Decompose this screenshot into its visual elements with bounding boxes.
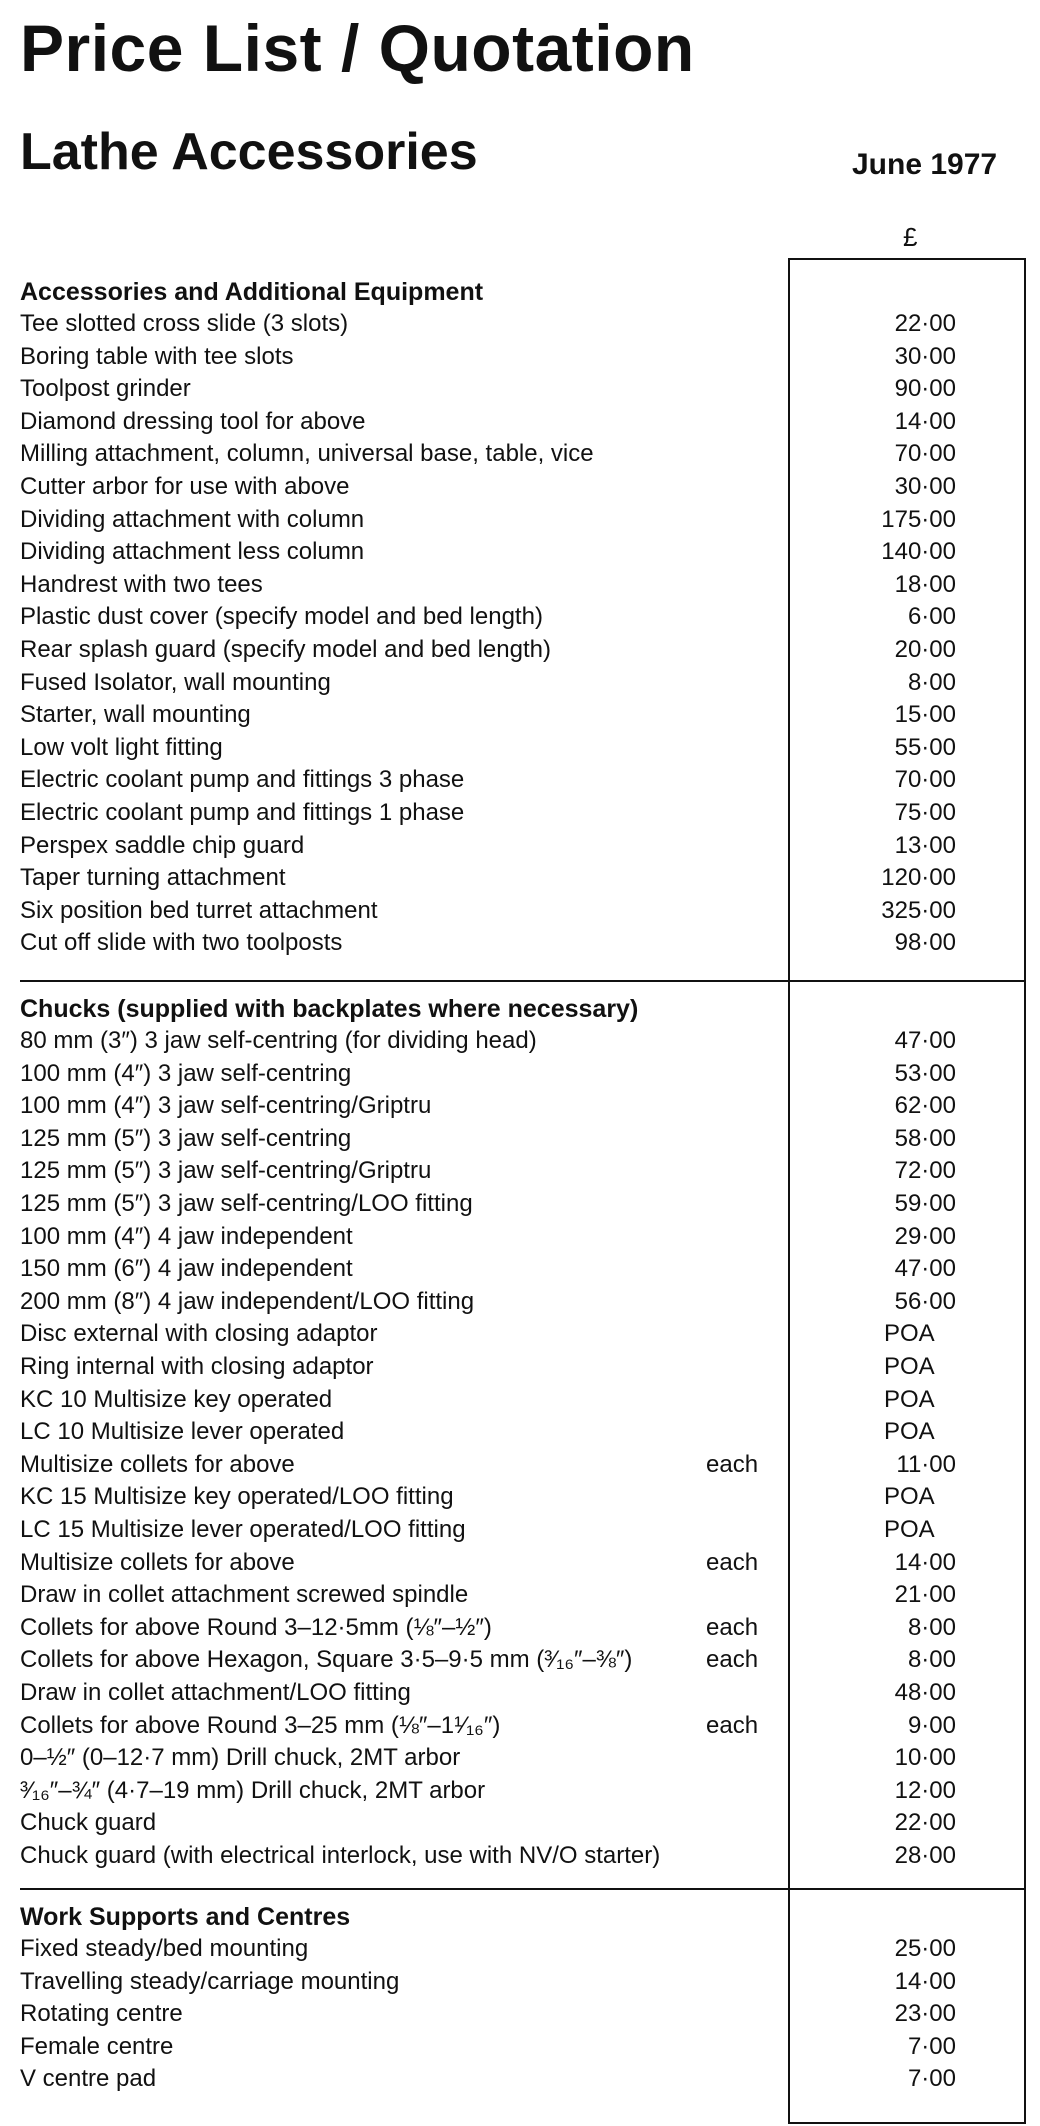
- item-description: Six position bed turret attachment: [20, 896, 378, 924]
- item-price: POA: [884, 1483, 935, 1511]
- item-description: Ring internal with closing adaptor: [20, 1353, 374, 1380]
- item-price: 30·00: [894, 342, 956, 370]
- price-row: [0, 601, 1040, 633]
- item-price: 30·00: [894, 473, 956, 500]
- item-description: Disc external with closing adaptor: [20, 1320, 378, 1348]
- price-row: [0, 1286, 1040, 1318]
- item-price: 48·00: [894, 1679, 956, 1706]
- item-price: 6·00: [907, 603, 956, 631]
- item-description: 200 mm (8″) 4 jaw independent/LOO fitting: [20, 1287, 475, 1315]
- item-price: 28·00: [894, 1842, 956, 1869]
- price-row: [0, 797, 1040, 829]
- item-description: Toolpost grinder: [20, 375, 191, 403]
- price-row: [0, 1123, 1040, 1155]
- item-price: 23·00: [894, 2000, 956, 2028]
- item-price: 47·00: [894, 1027, 956, 1054]
- price-row: [0, 373, 1040, 405]
- price-row: [0, 732, 1040, 764]
- price-column-top-border: [788, 258, 1026, 260]
- price-row: [0, 2031, 1040, 2063]
- item-price: 15·00: [894, 701, 956, 729]
- item-description: Draw in collet attachment screwed spindle: [20, 1581, 469, 1609]
- item-description: 125 mm (5″) 3 jaw self-centring: [20, 1124, 352, 1152]
- item-description: Chuck guard (with electrical interlock, use with NV/O starter): [20, 1842, 661, 1869]
- price-row: [0, 1775, 1040, 1807]
- page-title: Price List / Quotation: [20, 11, 695, 85]
- item-price: 22·00: [894, 1809, 956, 1837]
- item-description: 0–½″ (0–12·7 mm) Drill chuck, 2MT arbor: [20, 1744, 461, 1772]
- price-row: [0, 1807, 1040, 1839]
- item-description: Dividing attachment with column: [20, 505, 365, 533]
- item-price: 56·00: [894, 1287, 956, 1315]
- item-description: Perspex saddle chip guard: [20, 831, 305, 859]
- item-price: POA: [884, 1418, 935, 1446]
- item-price: 11·00: [896, 1450, 956, 1478]
- price-row: [0, 1253, 1040, 1285]
- item-description: Dividing attachment less column: [20, 538, 365, 566]
- price-row: [0, 1416, 1040, 1448]
- item-price: 9·00: [907, 1711, 956, 1739]
- item-price: 120·00: [881, 864, 956, 892]
- price-row: [0, 862, 1040, 894]
- item-price: 7·00: [907, 2032, 956, 2060]
- price-row: [0, 1966, 1040, 1998]
- item-price: 10·00: [894, 1744, 956, 1772]
- item-description: 125 mm (5″) 3 jaw self-centring/Griptru: [20, 1157, 432, 1185]
- item-description: Draw in collet attachment/LOO fitting: [20, 1679, 411, 1706]
- item-price: POA: [884, 1320, 935, 1348]
- item-price: 175·00: [881, 505, 956, 533]
- item-description: Low volt light fitting: [20, 733, 223, 761]
- item-description: Travelling steady/carriage mounting: [20, 1967, 400, 1995]
- item-price: 21·00: [894, 1581, 956, 1609]
- item-description: Milling attachment, column, universal base, table, vice: [20, 440, 594, 468]
- price-column-bottom-border: [788, 2122, 1026, 2124]
- price-row: [0, 1318, 1040, 1350]
- item-description: 100 mm (4″) 3 jaw self-centring/Griptru: [20, 1092, 432, 1120]
- item-price: 20·00: [894, 636, 956, 663]
- item-price: 22·00: [894, 310, 956, 337]
- price-row: [0, 1579, 1040, 1611]
- price-row: [0, 667, 1040, 699]
- price-row: [0, 1612, 1040, 1644]
- section-divider: [20, 980, 1026, 982]
- item-description: Plastic dust cover (specify model and bed length): [20, 603, 543, 631]
- section-heading: Work Supports and Centres: [20, 1903, 351, 1931]
- item-each-label: each: [706, 1548, 759, 1576]
- price-row: [0, 1025, 1040, 1057]
- item-price: 29·00: [894, 1222, 956, 1250]
- item-description: Handrest with two tees: [20, 570, 263, 598]
- item-description: Electric coolant pump and fittings 3 phase: [20, 766, 465, 794]
- item-price: 12·00: [894, 1776, 956, 1804]
- price-row: [0, 895, 1040, 927]
- price-row: [0, 1547, 1040, 1579]
- item-description: Collets for above Hexagon, Square 3·5–9·5 mm (³⁄₁₆″–⅜″): [20, 1646, 633, 1674]
- item-description: LC 15 Multisize lever operated/LOO fitting: [20, 1516, 466, 1543]
- item-price: 70·00: [894, 440, 956, 468]
- item-description: Tee slotted cross slide (3 slots): [20, 310, 349, 337]
- item-description: 100 mm (4″) 3 jaw self-centring: [20, 1059, 352, 1087]
- price-row: [0, 1090, 1040, 1122]
- item-description: 80 mm (3″) 3 jaw self-centring (for dividing head): [20, 1027, 537, 1054]
- item-description: Collets for above Round 3–12·5mm (⅛″–½″): [20, 1613, 492, 1641]
- section-heading: Accessories and Additional Equipment: [20, 278, 484, 306]
- item-description: ³⁄₁₆″–¾″ (4·7–19 mm) Drill chuck, 2MT arbor: [20, 1776, 486, 1804]
- item-description: LC 10 Multisize lever operated: [20, 1418, 345, 1446]
- price-row: [0, 764, 1040, 796]
- page-subtitle: Lathe Accessories: [20, 123, 478, 181]
- price-row: [0, 699, 1040, 731]
- price-row: [0, 1933, 1040, 1965]
- price-row: [0, 1351, 1040, 1383]
- item-price: 25·00: [894, 1935, 956, 1962]
- item-price: 72·00: [894, 1157, 956, 1185]
- item-description: Fused Isolator, wall mounting: [20, 668, 331, 696]
- item-price: 140·00: [881, 538, 956, 566]
- item-price: 14·00: [894, 407, 956, 435]
- price-row: [0, 1481, 1040, 1513]
- item-description: Rotating centre: [20, 2000, 183, 2028]
- item-price: POA: [884, 1353, 935, 1380]
- item-description: Rear splash guard (specify model and bed length): [20, 636, 551, 663]
- item-price: 53·00: [894, 1059, 956, 1087]
- item-price: 325·00: [881, 896, 956, 924]
- item-price: 98·00: [894, 929, 956, 957]
- item-price: 62·00: [894, 1092, 956, 1120]
- item-description: 100 mm (4″) 4 jaw independent: [20, 1222, 353, 1250]
- item-description: Boring table with tee slots: [20, 342, 294, 370]
- price-row: [0, 1384, 1040, 1416]
- price-row: [0, 438, 1040, 470]
- item-description: Fixed steady/bed mounting: [20, 1935, 309, 1962]
- item-price: 8·00: [907, 668, 956, 696]
- item-description: Cut off slide with two toolposts: [20, 929, 343, 957]
- price-row: [0, 536, 1040, 568]
- price-row: [0, 1155, 1040, 1187]
- item-price: 8·00: [907, 1613, 956, 1641]
- price-row: [0, 1188, 1040, 1220]
- item-description: Starter, wall mounting: [20, 701, 251, 729]
- item-price: 14·00: [894, 1967, 956, 1995]
- item-price: 13·00: [894, 831, 956, 859]
- item-price: 8·00: [907, 1646, 956, 1674]
- item-price: 18·00: [894, 570, 956, 598]
- item-price: 14·00: [894, 1548, 956, 1576]
- price-row: [0, 2063, 1040, 2095]
- item-description: KC 15 Multisize key operated/LOO fitting: [20, 1483, 454, 1511]
- price-row: [0, 634, 1040, 666]
- currency-symbol: £: [903, 222, 918, 252]
- item-each-label: each: [706, 1450, 759, 1478]
- price-row: [0, 341, 1040, 373]
- price-row: [0, 471, 1040, 503]
- price-row: [0, 1221, 1040, 1253]
- item-description: Cutter arbor for use with above: [20, 473, 350, 500]
- item-price: 90·00: [894, 375, 956, 403]
- item-description: Electric coolant pump and fittings 1 phase: [20, 799, 465, 826]
- item-price: 75·00: [894, 799, 956, 826]
- price-row: [0, 569, 1040, 601]
- price-row: [0, 308, 1040, 340]
- item-price: 47·00: [894, 1255, 956, 1283]
- item-description: Multisize collets for above: [20, 1548, 295, 1576]
- item-description: V centre pad: [20, 2065, 157, 2093]
- item-price: POA: [884, 1385, 935, 1413]
- price-row: [0, 406, 1040, 438]
- item-description: Multisize collets for above: [20, 1450, 295, 1478]
- item-price: 58·00: [894, 1124, 956, 1152]
- item-each-label: each: [706, 1646, 759, 1674]
- price-row: [0, 1710, 1040, 1742]
- date-label: June 1977: [852, 148, 998, 181]
- item-price: POA: [884, 1516, 935, 1543]
- item-description: Female centre: [20, 2032, 174, 2060]
- item-description: Diamond dressing tool for above: [20, 407, 366, 435]
- price-row: [0, 830, 1040, 862]
- price-row: [0, 1644, 1040, 1676]
- price-row: [0, 1998, 1040, 2030]
- item-description: Collets for above Round 3–25 mm (⅛″–1¹⁄₁₆″): [20, 1711, 501, 1739]
- item-price: 70·00: [894, 766, 956, 794]
- price-row: [0, 1677, 1040, 1709]
- price-row: [0, 1840, 1040, 1872]
- price-row: [0, 504, 1040, 536]
- price-row: [0, 1514, 1040, 1546]
- item-description: Chuck guard: [20, 1809, 157, 1837]
- section-heading: Chucks (supplied with backplates where necessary): [20, 995, 639, 1023]
- price-row: [0, 1449, 1040, 1481]
- price-row: [0, 1742, 1040, 1774]
- item-each-label: each: [706, 1711, 759, 1739]
- item-description: Taper turning attachment: [20, 864, 286, 892]
- item-price: 55·00: [894, 733, 956, 761]
- item-description: 125 mm (5″) 3 jaw self-centring/LOO fitting: [20, 1190, 473, 1217]
- item-each-label: each: [706, 1613, 759, 1641]
- section-divider: [20, 1888, 1026, 1890]
- item-description: KC 10 Multisize key operated: [20, 1385, 333, 1413]
- item-price: 7·00: [907, 2065, 956, 2093]
- item-description: 150 mm (6″) 4 jaw independent: [20, 1255, 353, 1283]
- item-price: 59·00: [894, 1190, 956, 1217]
- price-row: [0, 1058, 1040, 1090]
- price-row: [0, 927, 1040, 959]
